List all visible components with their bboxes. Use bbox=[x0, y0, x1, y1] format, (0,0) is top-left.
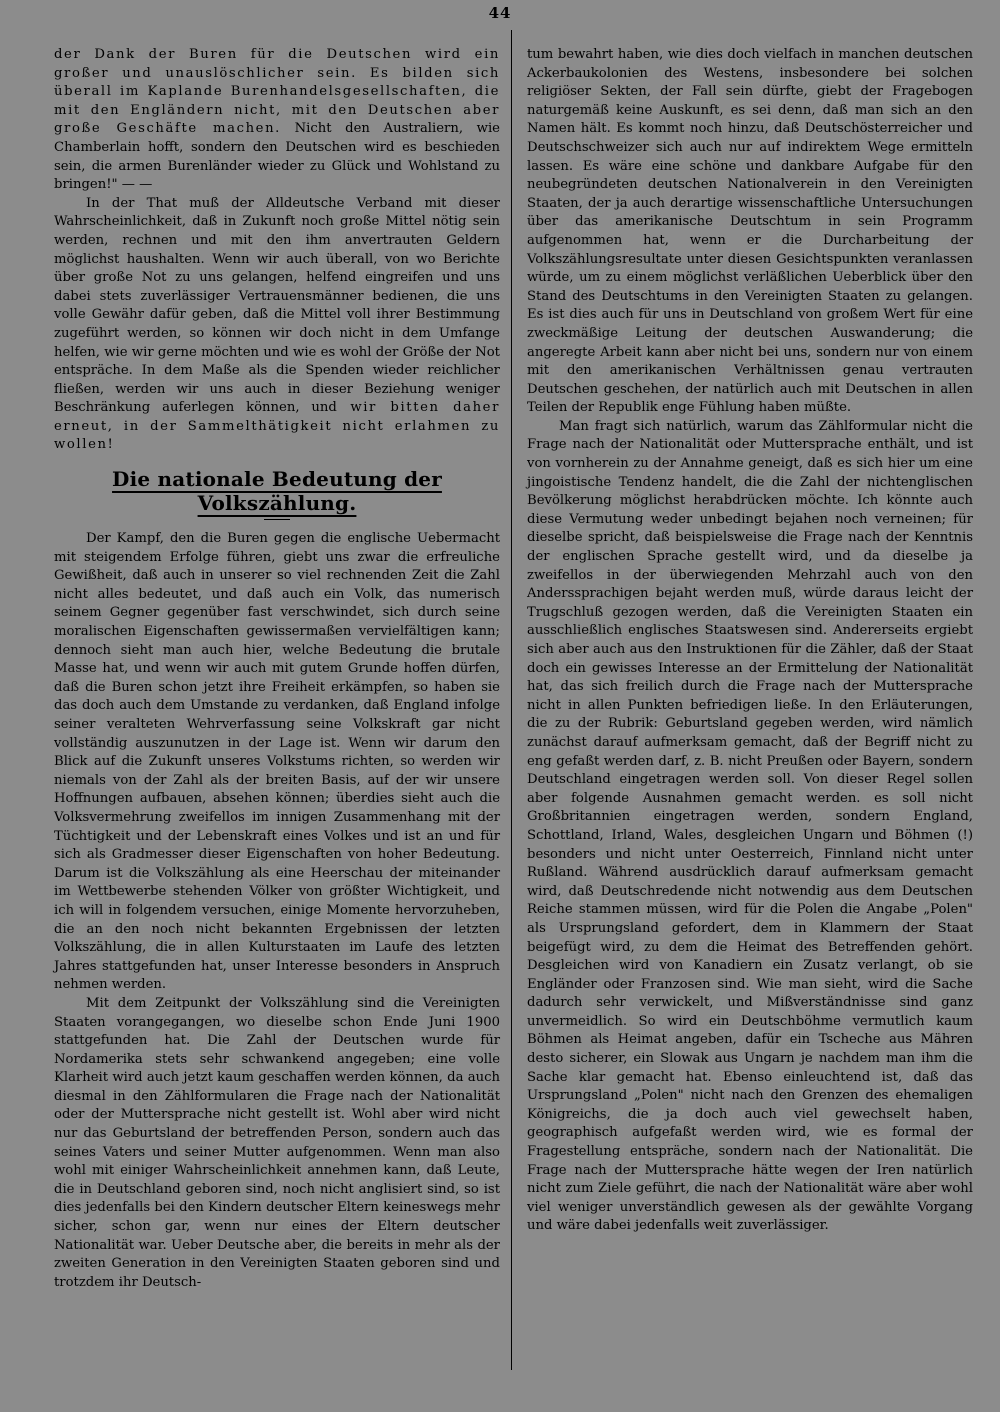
paragraph-alldeutscher-verband-part-2: wir bitten daher erneut, in der Sammelthätigkeit nicht erlahmen zu wollen! bbox=[54, 400, 500, 453]
paragraph-zaehlformular: Man fragt sich natürlich, warum das Zählformular nicht die Frage nach der Nationalität oder Muttersprache enthält, und ist von vornherein zu der Annahme geneigt, daß es sich hier um eine jingoistische Tendenz handelt, die die Zahl der nichtenglischen Bevölkerung möglichst herabdrücken möchte. Ich könnte auch diese Vermutung weder unbedingt bejahen noch verneinen; für dieselbe spricht, daß beispielsweise die Frage nach der Kenntnis der englischen Sprache gestellt wird, und da dieselbe ja zweifellos in der überwiegenden Mehrzahl auch von den Anderssprachigen bejaht werden muß, würde daraus leicht der Trugschluß gezogen werden, daß die Vereinigten Staaten ein ausschließlich englisches Staatswesen sind. Andererseits ergiebt sich aber auch aus den Instruktionen für die Zähler, daß der Staat doch ein gewisses Interesse an der Ermittelung der Nationalität hat, das sich freilich durch die Frage nach der Muttersprache nicht in allen Punkten befriedigen ließe. In den Erläuterungen, die zu der Rubrik: Geburtsland gegeben werden, wird nämlich zunächst darauf aufmerksam gemacht, daß der Begriff nicht zu eng gefaßt werden darf, z. B. nicht Preußen oder Bayern, sondern Deutschland eingetragen werden soll. Von dieser Regel sollen aber folgende Ausnahmen gemacht werden. es soll nicht Großbritannien eingetragen werden, sondern England, Schottland, Irland, Wales, desgleichen Ungarn und Böhmen (!) besonders und nicht unter Oesterreich, Finnland nicht unter Rußland. Während ausdrücklich darauf aufmerksam gemacht wird, daß Deutschredende nicht notwendig aus dem Deutschen Reiche stammen müssen, wird für die Polen die Angabe „Polen" als Ursprungsland gefordert, dem in Klammern der Staat beigefügt wird, zu dem die Heimat des Betreffenden gehört. Desgleichen wird von Kanadiern ein Zusatz verlangt, ob sie Engländer oder Franzosen sind. Wie man sieht, wird die Sache dadurch sehr verwickelt, und Mißverständnisse sind ganz unvermeidlich. So wird ein Deutschböhme vermutlich kaum Böhmen als Heimat angeben, dafür ein Tscheche aus Mähren desto sicherer, ein Slowak aus Ungarn je nachdem man ihm die Sache klar gemacht hat. Ebenso einleuchtend ist, daß das Ursprungsland „Polen" nicht nach den Grenzen des ehemaligen Königreichs, die ja doch auch viel gewechselt haben, geographisch aufgefaßt werden wird, wie es formal der Fragestellung entspräche, sondern nach der Nationalität. Die Frage nach der Muttersprache hätte wegen der Iren natürlich nicht zum Ziele geführt, die nach der Nationalität wäre aber wohl viel weniger unverständlich gewesen als der gewählte Vorgang und wäre dabei jedenfalls weit zuverlässiger. bbox=[527, 418, 973, 1234]
paragraph-alldeutscher-verband-part-1: In der That muß der Alldeutsche Verband mit dieser Wahrscheinlichkeit, daß in Zukunft noch große Mittel nötig sein werden, rechnen und mit den ihm anvertrauten Geldern möglichst haushalten. Wenn wir auch überall, von wo Berichte über große Not zu uns gelangen, helfend eingreifen und uns dabei stets zuverlässiger Vertrauensmänner bedienen, die uns volle Gewähr dafür geben, daß die Mittel voll ihrer Bestimmung zugeführt werden, so können wir doch nicht in dem Umfange helfen, wie wir gerne möchten und wie es wohl der Größe der Not entspräche. In dem Maße als die Spenden wieder reichlicher fließen, werden wir uns auch in dieser Beziehung weniger Beschränkung auferlegen können, und bbox=[54, 195, 500, 416]
paragraph-deutschtum-westen: tum bewahrt haben, wie dies doch vielfach in manchen deutschen Ackerbaukolonien des Westens, insbesondere bei solchen religiöser Sekten, der Fall sein dürfte, giebt der Fragebogen naturgemäß keine Auskunft, es sei denn, daß man sich an den Namen hält. Es kommt noch hinzu, daß Deutschösterreicher und Deutschschweizer sich auch nur auf indirektem Wege ermitteln lassen. Es wäre eine schöne und dankbare Aufgabe für den neubegründeten deutschen Nationalverein in den Vereinigten Staaten, der ja auch derartige wissenschaftliche Untersuchungen über das amerikanische Deutschtum in sein Programm aufgenommen hat, wenn er die Durcharbeitung der Volkszählungsresultate unter diesen Gesichtspunkten veranlassen würde, um zu einem möglichst verläßlichen Ueberblick über den Stand des Deutschtums in den Vereinigten Staaten zu gelangen. Es ist dies auch für uns in Deutschland von großem Wert für eine zweckmäßige Leitung der deutschen Auswanderung; die angeregte Arbeit kann aber nicht bei uns, sondern nur von einem mit den amerikanischen Verhältnissen genau vertrauten Deutschen geschehen, der natürlich auch mit Deutschen in allen Teilen der Republik enge Fühlung haben müßte. bbox=[527, 47, 973, 416]
left-column bbox=[54, 46, 500, 1292]
paragraph-kampf-der-buren: Der Kampf, den die Buren gegen die englische Uebermacht mit steigendem Erfolge führen, giebt uns zwar die erfreuliche Gewißheit, daß auch in unserer so viel rechnenden Zeit die Zahl nicht alles bedeutet, und daß auch ein Volk, das numerisch seinem Gegner gegenüber fast verschwindet, sich durch seine moralischen Eigenschaften gewissermaßen vervielfältigen kann; dennoch sieht man auch hier, welche Bedeutung die brutale Masse hat, und wenn wir auch mit gutem Grunde hoffen dürfen, daß die Buren schon jetzt ihre Freiheit erkämpfen, so haben sie das doch auch dem Umstande zu verdanken, daß England infolge seiner veralteten Wehrverfassung seine Volkskraft gar nicht vollständig auszunutzen in der Lage ist. Wenn wir darum den Blick auf die Zukunft unseres Volkstums richten, so werden wir niemals von der Zahl als der breiten Basis, auf der wir unsere Hoffnungen aufbauen, absehen können; überdies sieht auch die Volksvermehrung zweifellos im innigen Zusammenhang mit der Tüchtigkeit und der Lebenskraft eines Volkes und ist an und für sich als Gradmesser dieser Eigenschaften von hoher Bedeutung. Darum ist die Volkszählung als eine Heerschau der miteinander im Wettbewerbe stehenden Völker von größter Wichtigkeit, und ich will in folgendem versuchen, einige Momente hervorzuheben, die an den noch nicht bekannten Ergebnissen der letzten Volkszählung, die in allen Kulturstaaten im Laufe des letzten Jahres stattgefunden hat, unser Interesse besonders in Anspruch nehmen werden. bbox=[54, 531, 500, 993]
paragraph-buren-dank bbox=[54, 46, 500, 195]
paragraph-alldeutscher-verband bbox=[54, 195, 500, 455]
article-headline: Die nationale Bedeutung der Volkszählung. bbox=[112, 467, 442, 516]
paragraph-volkszaehlung-usa: Mit dem Zeitpunkt der Volkszählung sind die Vereinigten Staaten vorangegangen, wo dieselbe schon Ende Juni 1900 stattgefunden hat. Die Zahl der Deutschen wurde für Nordamerika stets sehr schwankend angegeben; eine volle Klarheit wird auch jetzt kaum geschaffen werden können, da auch diesmal in den Zählformularen die Frage nach der Nationalität oder der Muttersprache nicht gestellt ist. Wohl aber wird nicht nur das Geburtsland der betreffenden Person, sondern auch das seines Vaters und seiner Mutter aufgenommen. Wenn man also wohl mit einiger Wahrscheinlichkeit annehmen kann, daß Leute, die in Deutschland geboren sind, noch nicht anglisiert sind, so ist dies jedenfalls bei den Kindern deutscher Eltern keineswegs mehr sicher, schon gar, wenn nur eines der Eltern deutscher Nationalität war. Ueber Deutsche aber, die bereits in mehr als der zweiten Generation in den Vereinigten Staaten geboren sind und trotzdem ihr Deutsch- bbox=[54, 995, 500, 1290]
paragraph-buren-dank-part-1: der Dank der Buren für die Deutschen wird ein großer und unauslöschlicher sein. Es bilden sich überall im Kaplande Burenhandelsgesellschaften, die mit den Engländern nicht, mit den Deutschen aber große Geschäfte machen. bbox=[54, 47, 500, 137]
right-column bbox=[527, 46, 973, 1236]
paragraph-buren-dank-part-2: Nicht den Australiern, wie Chamberlain hofft, sondern den Deutschen wird es beschieden sein, die armen Burenländer wieder zu Glück und Wohlstand zu bringen!" — — bbox=[54, 121, 500, 193]
column-divider bbox=[511, 30, 512, 1370]
headline-divider bbox=[264, 519, 290, 520]
page-number: 44 bbox=[488, 4, 512, 22]
